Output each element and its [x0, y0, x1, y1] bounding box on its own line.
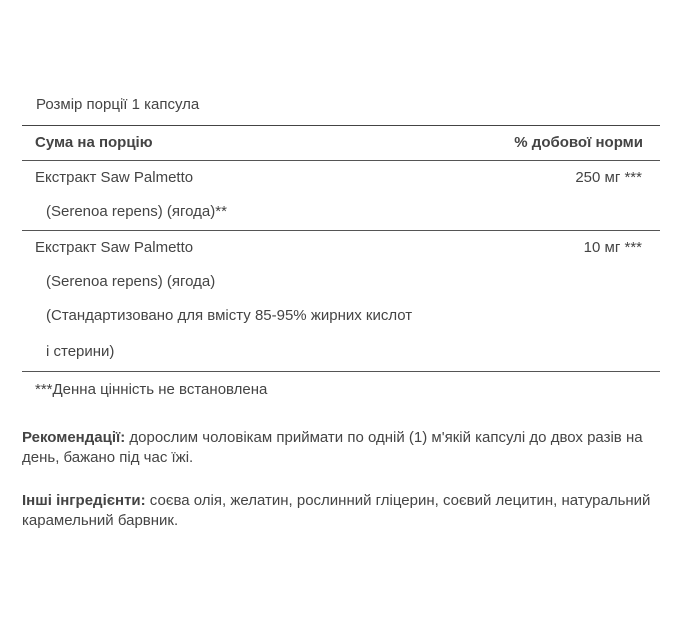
- table-row: [22, 231, 660, 372]
- other-ingredients-text: соєва олія, желатин, рослинний гліцерин, соєвий лецитин, натуральний карамельний барвник.: [22, 492, 651, 529]
- footnote: ***Денна цінність не встановлена: [35, 381, 268, 398]
- recommendations: [22, 428, 658, 468]
- ingredient-detail: (Стандартизовано для вмісту 85-95% жирних кислот: [46, 307, 413, 324]
- serving-size: Розмір порції 1 капсула: [36, 96, 200, 113]
- header-amount-per-serving: Сума на порцію: [35, 134, 153, 151]
- recommendations-text: дорослим чоловікам приймати по одній (1) м'якій капсулі до двох разів на день, бажано під час їжі.: [22, 429, 643, 466]
- ingredient-detail: і стерини): [46, 343, 115, 360]
- ingredient-amount: 10 мг ***: [583, 239, 642, 256]
- ingredient-name: Екстракт Saw Palmetto: [35, 239, 194, 256]
- header-daily-value: % добової норми: [514, 134, 643, 151]
- ingredient-detail: (Serenoa repens) (ягода): [46, 273, 216, 290]
- other-ingredients: [22, 491, 658, 531]
- table-header: [22, 125, 660, 161]
- ingredient-detail: (Serenoa repens) (ягода)**: [46, 203, 227, 220]
- ingredient-amount: 250 мг ***: [575, 169, 642, 186]
- facts-table: [22, 125, 660, 405]
- table-row: [22, 161, 660, 231]
- recommendations-label: Рекомендації:: [22, 429, 126, 446]
- ingredient-name: Екстракт Saw Palmetto: [35, 169, 194, 186]
- other-ingredients-label: Інші інгредієнти:: [22, 492, 146, 509]
